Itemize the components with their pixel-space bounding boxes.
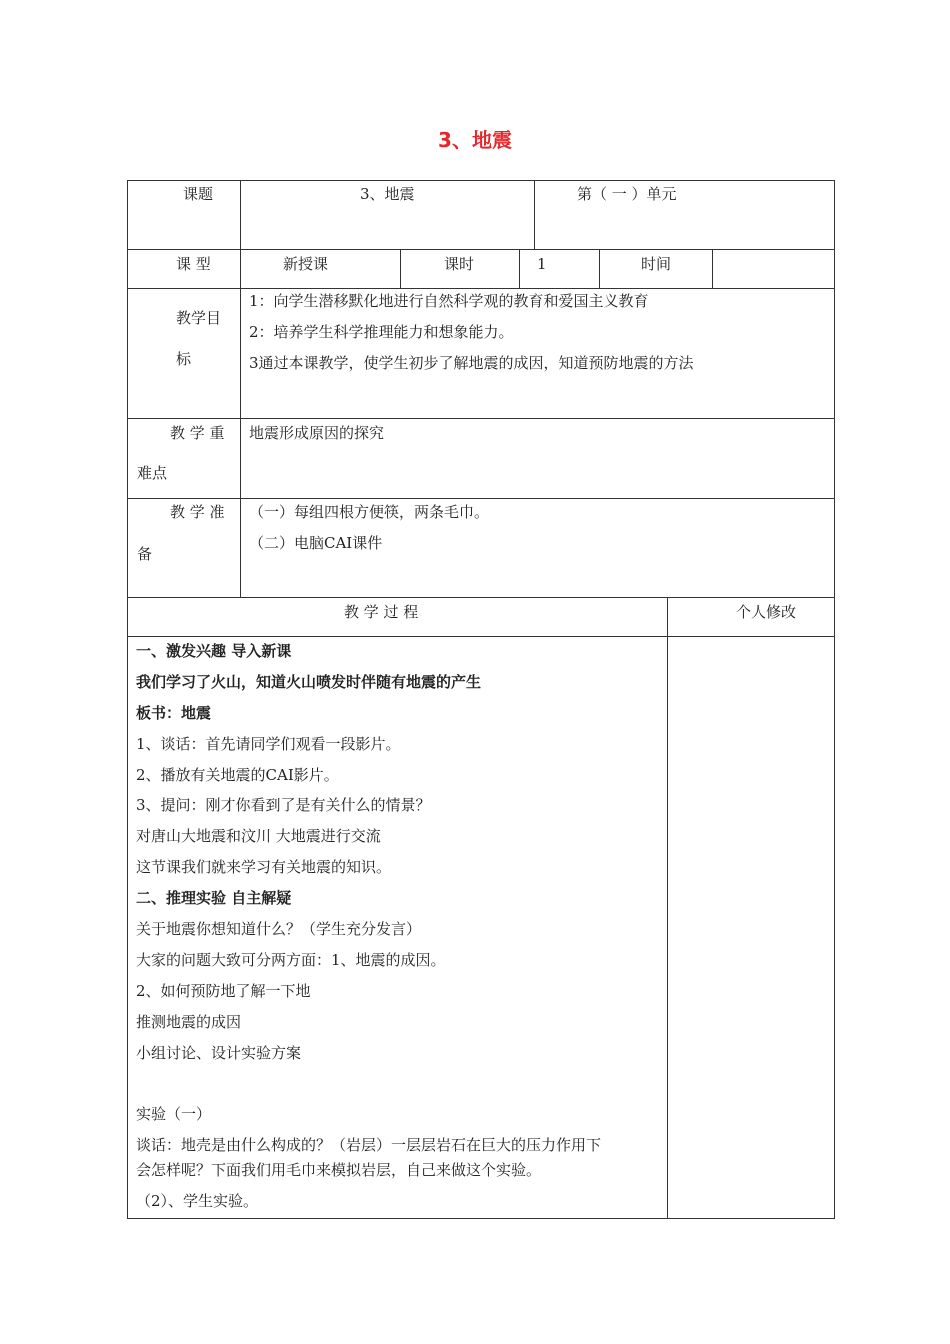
process-line: 这节课我们就来学习有关地震的知识。 xyxy=(136,858,392,876)
topic-label: 课题 xyxy=(183,185,214,203)
process-header: 教 学 过 程 xyxy=(344,603,419,621)
notes-header: 个人修改 xyxy=(736,603,797,621)
objectives-label: 教学目 xyxy=(176,309,222,327)
process-line: 二、推理实验 自主解疑 xyxy=(136,889,292,907)
process-line: 板书：地震 xyxy=(136,704,212,722)
process-line: 1、谈话：首先请同学们观看一段影片。 xyxy=(136,735,401,753)
process-line: 2、播放有关地震的CAI影片。 xyxy=(136,766,339,784)
process-line: 谈话：地壳是由什么构成的？（岩层）一层层岩石在巨大的压力作用下 xyxy=(136,1136,602,1154)
preparation-label: 教 学 准 xyxy=(170,503,225,521)
page-title: 3、地震 xyxy=(438,128,512,152)
process-line: 大家的问题大致可分两方面：1、地震的成因。 xyxy=(136,951,446,969)
hours-value: 1 xyxy=(537,255,547,273)
process-line: 小组讨论、设计实验方案 xyxy=(136,1044,302,1062)
process-line: 关于地震你想知道什么？（学生充分发言） xyxy=(136,920,422,938)
process-line: 会怎样呢？下面我们用毛巾来模拟岩层，自己来做这个实验。 xyxy=(136,1161,542,1179)
process-line: （2）、学生实验。 xyxy=(136,1192,259,1210)
process-line: 推测地震的成因 xyxy=(136,1013,242,1031)
process-line: 2、如何预防地了解一下地 xyxy=(136,982,311,1000)
preparation-item: （一）每组四根方便筷，两条毛巾。 xyxy=(249,503,490,521)
process-line: 实验（一） xyxy=(136,1105,212,1123)
preparation-item: （二）电脑CAI课件 xyxy=(249,534,383,552)
process-line: 3、提问：刚才你看到了是有关什么的情景？ xyxy=(136,796,431,814)
lesson-type-value: 新授课 xyxy=(283,255,329,273)
time-label: 时间 xyxy=(641,255,672,273)
preparation-label-cont: 备 xyxy=(137,545,153,563)
hours-label: 课时 xyxy=(444,255,475,273)
key-points-label-cont: 难点 xyxy=(137,464,168,482)
key-points-label: 教 学 重 xyxy=(170,424,225,442)
objective-item: 3通过本课教学，使学生初步了解地震的成因，知道预防地震的方法 xyxy=(249,354,694,372)
topic-value: 3、地震 xyxy=(360,185,415,203)
process-line: 我们学习了火山，知道火山喷发时伴随有地震的产生 xyxy=(136,673,482,691)
unit-value: 第（ 一 ）单元 xyxy=(577,185,677,203)
process-line: 对唐山大地震和汶川 大地震进行交流 xyxy=(136,827,381,845)
objective-item: 1：向学生潜移默化地进行自然科学观的教育和爱国主义教育 xyxy=(249,292,649,310)
process-line: 一、激发兴趣 导入新课 xyxy=(136,642,292,660)
objective-item: 2：培养学生科学推理能力和想象能力。 xyxy=(249,323,514,341)
objectives-label-cont: 标 xyxy=(176,350,192,368)
key-points-text: 地震形成原因的探究 xyxy=(249,424,385,442)
lesson-type-label: 课 型 xyxy=(176,255,211,273)
